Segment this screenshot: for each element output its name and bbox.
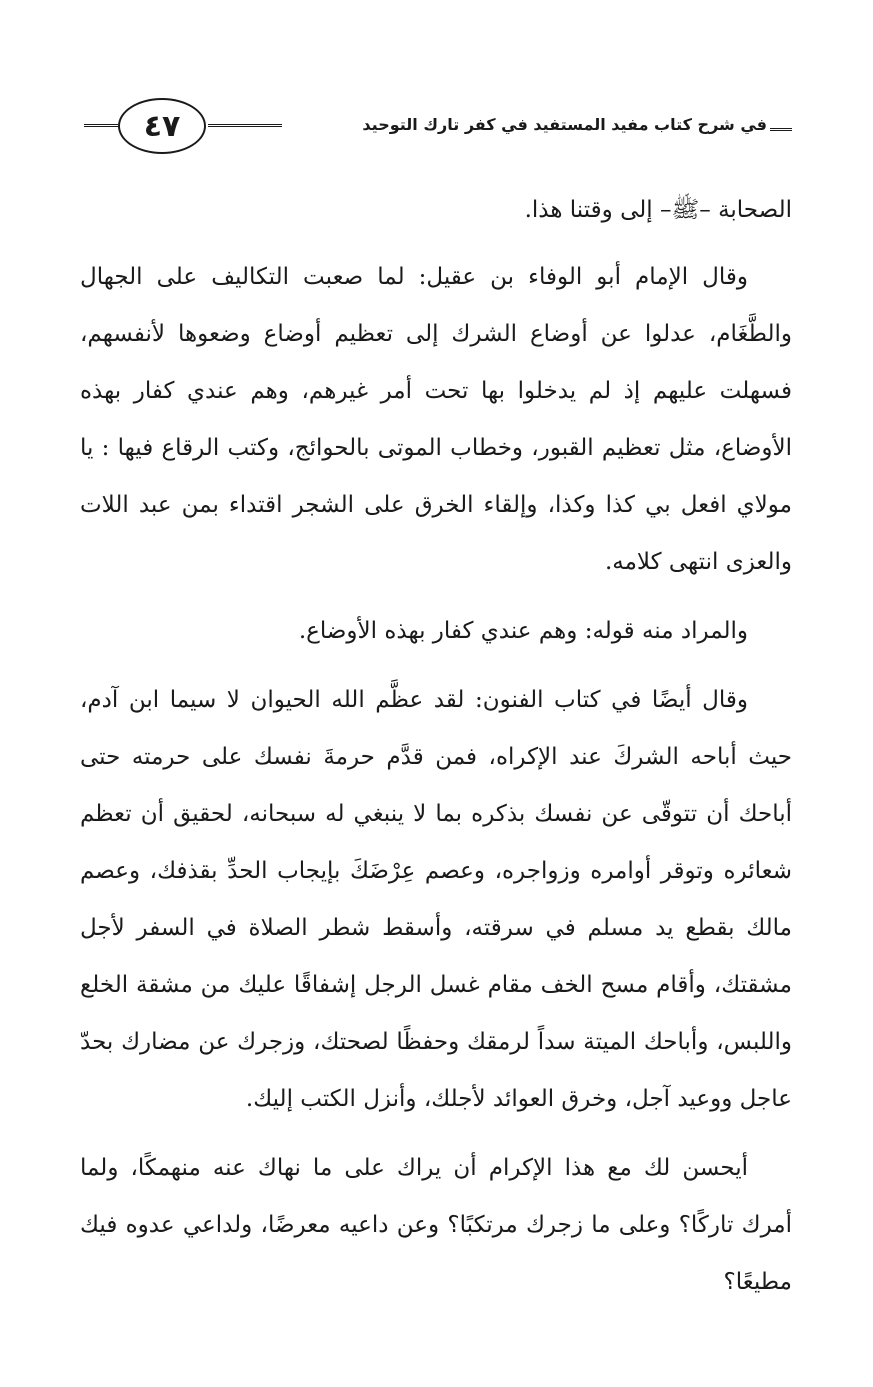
page-number: ٤٧ [118, 98, 206, 154]
page-header [0, 0, 873, 180]
paragraph: والمراد منه قوله: وهم عندي كفار بهذه الأوضاع. [298, 618, 748, 644]
paragraph: الصحابة –ﷺ– إلى وقتنا هذا. [524, 197, 792, 223]
header-rule-left-outer [84, 124, 118, 127]
paragraph: أيحسن لك مع هذا الإكرام أن يراك على ما نهاك عنه منهمكًا، ولما أمرك تاركًا؟ وعلى ما زجرك مرتكبًا؟ وعن داعيه معرضًا، ولداعي عدوه فيك مطيعًا؟ [80, 1155, 792, 1295]
paragraph: وقال الإمام أبو الوفاء بن عقيل: لما صعبت التكاليف على الجهال والطَّغَام، عدلوا عن أوضاع الشرك إلى تعظيم أوضاع وضعوها لأنفسهم، فسهلت عليهم إذ لم يدخلوا بها تحت أمر غيرهم، وهم عندي كفار بهذه الأوضاع، مثل تعظيم القبور، وخطاب الموتى بالحوائج، وكتب الرقاع فيها : يا مولاي افعل بي كذا وكذا، وإلقاء الخرق على الشجر اقتداء بمن عبد اللات والعزى انتهى كلامه. [80, 264, 792, 575]
header-rule-left-inner [208, 124, 282, 127]
paragraph: وقال أيضًا في كتاب الفنون: لقد عظَّم الله الحيوان لا سيما ابن آدم، حيث أباحه الشركَ عند الإكراه، فمن قدَّم حرمةَ نفسك على حرمته حتى أباحك أن تتوقّى عن نفسك بذكره بما لا ينبغي له سبحانه، لحقيق أن تعظم شعائره وتوقر أوامره وزواجره، وعصم عِرْضَكَ بإيجاب الحدِّ بقذفك، وعصم مالك بقطع يد مسلم في سرقته، وأسقط شطر الصلاة في السفر لأجل مشقتك، وأقام مسح الخف مقام غسل الرجل إشفاقًا عليك من مشقة الخلع واللبس، وأباحك الميتة سداً لرمقك وحفظًا لصحتك، وزجرك عن مضارك بحدّ عاجل ووعيد آجل، وخرق العوائد لأجلك، وأنزل الكتب إليك. [80, 687, 792, 1112]
header-rule-right [770, 128, 792, 131]
running-title: في شرح كتاب مفيد المستفيد في كفر تارك التوحيد [362, 115, 767, 134]
page-body [80, 182, 792, 1323]
